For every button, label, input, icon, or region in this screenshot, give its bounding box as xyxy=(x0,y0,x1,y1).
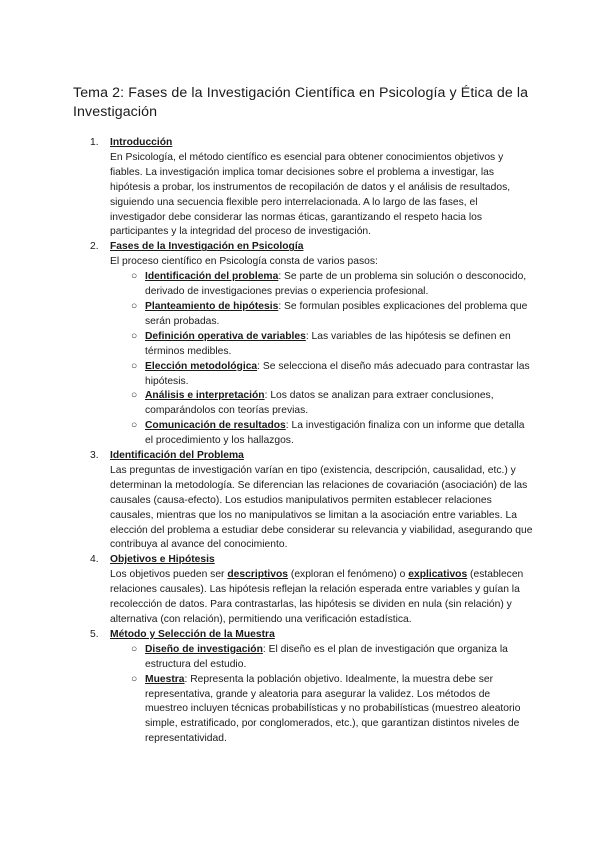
section-metodo xyxy=(73,628,533,747)
bullet-icon: ○ xyxy=(131,420,138,432)
list-item-desc: : Se formulan posibles explicaciones del problema que serán probadas. xyxy=(145,300,528,327)
bold-term: explicativos xyxy=(408,569,468,581)
bold-term: descriptivos xyxy=(227,569,289,581)
section-title: Objetivos e Hipótesis xyxy=(110,554,215,566)
list-item xyxy=(110,673,533,748)
list-item xyxy=(110,360,533,390)
section-number: 5. xyxy=(90,628,99,640)
section-paragraph xyxy=(110,568,533,628)
list-item xyxy=(110,389,533,419)
bullet-icon: ○ xyxy=(131,300,138,312)
section-paragraph: Las preguntas de investigación varían en tipo (existencia, descripción, causalidad, etc.) y determinan la metodología. Se diferencian las relaciones de covariación (asociación) de las causales (causa-efecto). Los estudios manipulativos permiten establecer relaciones causales, mientras que los no manipulativos se limitan a la asociación entre variables. La elección del problema a estudiar debe considerar su relevancia y viabilidad, asegurando que contribuya al avance del conocimiento. xyxy=(110,464,533,551)
list-item-term: Muestra xyxy=(145,673,185,685)
section-title: Identificación del Problema xyxy=(110,450,244,462)
text-run: (exploran el fenómeno) o xyxy=(288,569,409,581)
list-item-term: Identificación del problema xyxy=(145,271,279,283)
list-item xyxy=(110,270,533,300)
bullet-icon: ○ xyxy=(131,390,138,402)
bullet-icon: ○ xyxy=(131,643,138,655)
section-paragraph: El proceso científico en Psicología consta de varios pasos: xyxy=(110,256,378,268)
phase-list xyxy=(110,270,533,449)
section-paragraph: En Psicología, el método científico es esencial para obtener conocimientos objetivos y fiables. La investigación implica tomar decisiones sobre el problema a investigar, las hipótesis a probar, los instrumentos de recopilación de datos y el análisis de resultados, siguiendo una secuencia flexible pero interrelacionada. A lo largo de las fases, el investigador debe considerar las normas éticas, garantizando el respeto hacia los participantes y la integridad del proceso de investigación. xyxy=(110,151,511,238)
list-item xyxy=(110,330,533,360)
list-item-term: Comunicación de resultados xyxy=(145,420,286,432)
section-problema xyxy=(73,449,533,553)
list-item-desc: : Representa la población objetivo. Idealmente, la muestra debe ser representativa, grande y aleatoria para asegurar la validez. Los métodos de muestreo incluyen técnicas probabilísticas y no probabilísticas (muestreo aleatorio simple, estratificado, por conglomerados, etc.), que garantizan distintos niveles de representatividad. xyxy=(145,673,521,745)
list-item xyxy=(110,300,533,330)
bullet-icon: ○ xyxy=(131,360,138,372)
list-item-term: Definición operativa de variables xyxy=(145,330,306,342)
list-item-term: Planteamiento de hipótesis xyxy=(145,300,279,312)
list-item-desc: : El diseño es el plan de investigación que organiza la estructura del estudio. xyxy=(145,643,508,670)
section-number: 4. xyxy=(90,554,99,566)
section-title: Introducción xyxy=(110,137,173,148)
list-item-term: Elección metodológica xyxy=(145,360,258,372)
text-run: Los objetivos pueden ser xyxy=(110,569,228,581)
bullet-icon: ○ xyxy=(131,271,138,283)
list-item xyxy=(110,419,533,449)
list-item-desc: : Se selecciona el diseño más adecuado para contrastar las hipótesis. xyxy=(145,360,530,387)
list-item-desc: : Se parte de un problema sin solución o desconocido, derivado de investigaciones previas o experiencia profesional. xyxy=(145,271,527,298)
section-introduccion xyxy=(73,136,533,240)
method-list xyxy=(110,643,533,747)
section-fases xyxy=(73,240,533,449)
text-run: (establecen relaciones causales). Las hipótesis reflejan la relación esperada entre variables y guían la recolección de datos. Para contrastarlas, las hipótesis se dividen en nula (sin relación) y alternativa (con relación), permitiendo una verificación estadística. xyxy=(110,569,524,625)
list-item xyxy=(110,643,533,673)
section-list xyxy=(73,136,533,747)
list-item-desc: : Las variables de las hipótesis se definen en términos medibles. xyxy=(145,330,511,357)
section-number: 1. xyxy=(90,137,99,148)
bullet-icon: ○ xyxy=(131,673,138,685)
section-title: Método y Selección de la Muestra xyxy=(110,628,275,640)
list-item-desc: : Los datos se analizan para extraer conclusiones, comparándolos con teorías previas. xyxy=(145,390,494,417)
section-objetivos xyxy=(73,553,533,628)
section-title: Fases de la Investigación en Psicología xyxy=(110,241,304,253)
list-item-term: Diseño de investigación xyxy=(145,643,263,655)
list-item-desc: : La investigación finaliza con un informe que detalla el procedimiento y los hallazgos. xyxy=(145,420,525,447)
section-number: 2. xyxy=(90,241,99,253)
bullet-icon: ○ xyxy=(131,330,138,342)
section-number: 3. xyxy=(90,450,99,462)
document-title: Tema 2: Fases de la Investigación Científica en Psicología y Ética de la Investigación xyxy=(73,85,529,120)
list-item-term: Análisis e interpretación xyxy=(145,390,265,402)
document-page xyxy=(73,84,533,747)
